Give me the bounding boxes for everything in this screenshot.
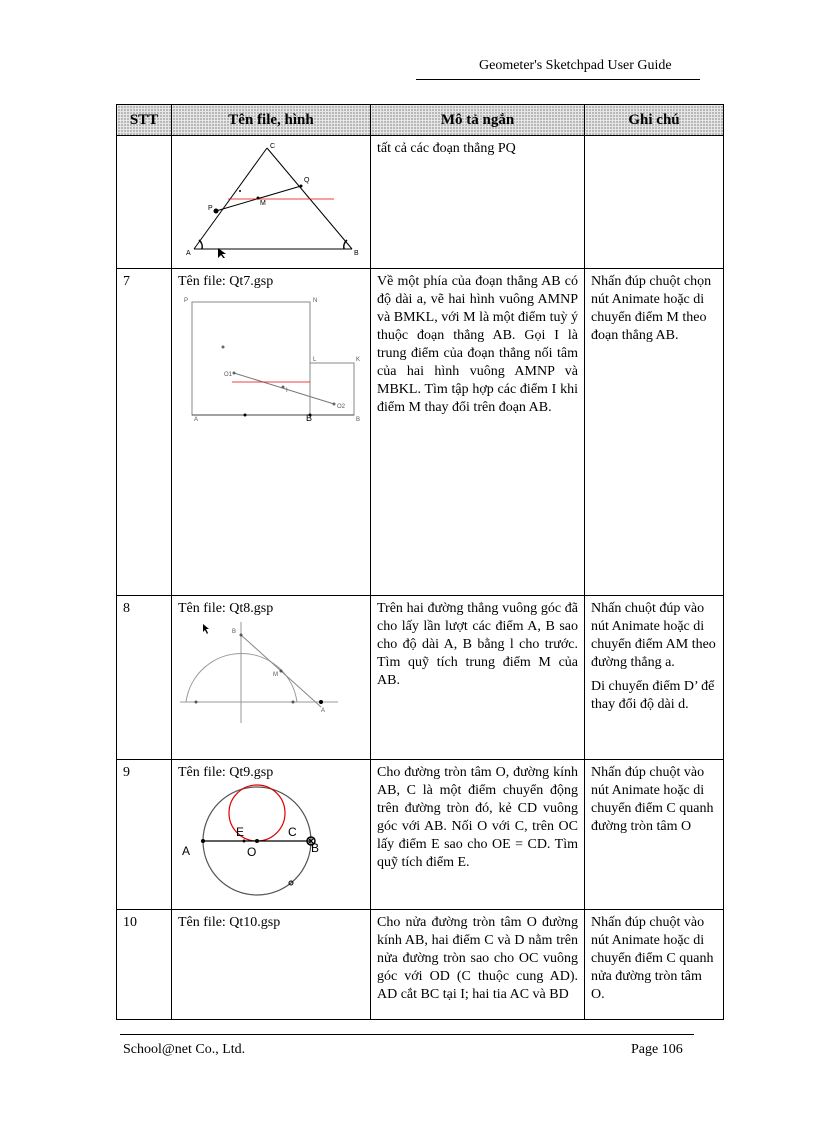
row-description: Cho đường tròn tâm O, đường kính AB, C là một điểm chuyển động trên đường tròn đó, kẻ CD vuông góc với AB. Nối O với C, trên OC lấy điểm E sao cho OE = CD. Tìm quỹ tích điểm E. <box>371 760 585 910</box>
column-header-notes: Ghi chú <box>585 105 724 136</box>
fig6-label-b: B <box>354 250 359 257</box>
column-header-stt: STT <box>117 105 172 136</box>
figure-perpendicular-lines <box>178 620 364 725</box>
fig6-label-q: Q <box>304 177 310 184</box>
row-figure-cell <box>172 269 371 596</box>
row-file-name: Tên file: Qt7.gsp <box>178 274 274 289</box>
row-note: Di chuyển điểm D’ để thay đổi độ dài d. <box>591 679 715 712</box>
figure-circle-locus <box>178 784 364 899</box>
row-notes <box>585 136 724 269</box>
fig6-label-c: C <box>270 143 276 150</box>
fig6-label-a: A <box>186 250 191 257</box>
fig7-label-i: I <box>286 388 288 394</box>
row-note: Nhấn đúp chuột vào nút Animate hoặc di chuyển điểm C quanh nửa đường tròn tâm O. <box>591 915 714 1002</box>
table-header-row <box>117 105 724 136</box>
cursor-icon <box>203 624 209 634</box>
fig8-label-m: M <box>273 672 278 678</box>
footer-company: School@net Co., Ltd. <box>123 1042 246 1057</box>
table-row <box>117 136 724 269</box>
row-description: Về một phía của đoạn thẳng AB có độ dài a, vẽ hai hình vuông AMNP và BMKL, với M là một điểm tuỳ ý thuộc đoạn thẳng AB. Gọi I là trung điểm của đoạn thẳng nối tâm của hai hình vuông AMNP và MBKL. Tìm tập hợp các điểm I khi điểm M thay đổi trên đoạn AB. <box>371 269 585 596</box>
row-description: Cho nửa đường tròn tâm O đường kính AB, hai điểm C và D nằm trên nửa đường tròn sao cho OC vuông góc với OD (C thuộc cung AD). AD cắt BC tại I; hai tia AC và BD <box>371 910 585 1020</box>
row-description: Trên hai đường thẳng vuông góc đã cho lấy lần lượt các điểm A, B sao cho độ dài A, B bằng l cho trước. Tìm quỹ tích trung điểm M của AB. <box>371 596 585 760</box>
row-note: Nhấn chuột đúp vào nút Animate hoặc di chuyển điểm AM theo đường thẳng a. <box>591 601 716 670</box>
header-rule <box>416 79 700 80</box>
row-figure-cell <box>172 136 371 269</box>
row-notes <box>585 269 724 596</box>
row-note: Nhấn đúp chuột chọn nút Animate hoặc di chuyển điểm M theo đoạn thẳng AB. <box>591 274 712 343</box>
table-row <box>117 596 724 760</box>
column-header-description: Mô tả ngắn <box>371 105 585 136</box>
figure-two-squares <box>178 293 364 421</box>
column-header-file: Tên file, hình <box>172 105 371 136</box>
fig9-label-e: E <box>236 825 245 839</box>
row-stt: 9 <box>117 760 172 910</box>
row-stt: 8 <box>117 596 172 760</box>
fig7-label-l: L <box>313 357 317 363</box>
fig9-label-o: O <box>247 845 257 859</box>
figure-triangle-pq <box>178 140 364 258</box>
table-row <box>117 910 724 1020</box>
row-stt <box>117 136 172 269</box>
fig6-label-m: M <box>260 200 266 207</box>
fig7-label-b: B <box>306 413 313 421</box>
row-figure-cell <box>172 596 371 760</box>
page-number: Page 106 <box>631 1042 683 1057</box>
fig8-label-b: B <box>232 629 237 635</box>
row-notes <box>585 760 724 910</box>
row-figure-cell <box>172 910 371 1020</box>
fig7-label-o1: O1 <box>224 372 233 378</box>
fig9-label-c: C <box>288 825 297 839</box>
fig8-label-a: A <box>321 708 326 714</box>
fig7-label-a: A <box>194 417 199 421</box>
row-notes <box>585 596 724 760</box>
fig6-label-p: P <box>208 205 213 212</box>
header-title: Geometer's Sketchpad User Guide <box>479 58 672 73</box>
row-file-name: Tên file: Qt8.gsp <box>178 601 274 616</box>
row-file-name: Tên file: Qt10.gsp <box>178 915 281 930</box>
row-file-name: Tên file: Qt9.gsp <box>178 765 274 780</box>
table-row <box>117 269 724 596</box>
row-figure-cell <box>172 760 371 910</box>
fig7-label-n: N <box>313 298 318 304</box>
table-row <box>117 760 724 910</box>
fig7-label-p: P <box>184 298 189 304</box>
row-stt: 10 <box>117 910 172 1020</box>
fig9-label-b: B <box>311 841 320 855</box>
fig7-label-o2: O2 <box>337 404 346 410</box>
row-stt: 7 <box>117 269 172 596</box>
locus-table <box>116 104 724 1020</box>
footer-rule <box>120 1034 694 1035</box>
fig7-label-b-right: B <box>356 417 361 421</box>
row-description: tất cả các đoạn thẳng PQ <box>371 136 585 269</box>
row-note: Nhấn đúp chuột vào nút Animate hoặc di chuyển điểm C quanh đường tròn tâm O <box>591 765 714 834</box>
row-notes <box>585 910 724 1020</box>
fig7-label-k: K <box>356 357 361 363</box>
fig9-label-a: A <box>182 844 191 858</box>
